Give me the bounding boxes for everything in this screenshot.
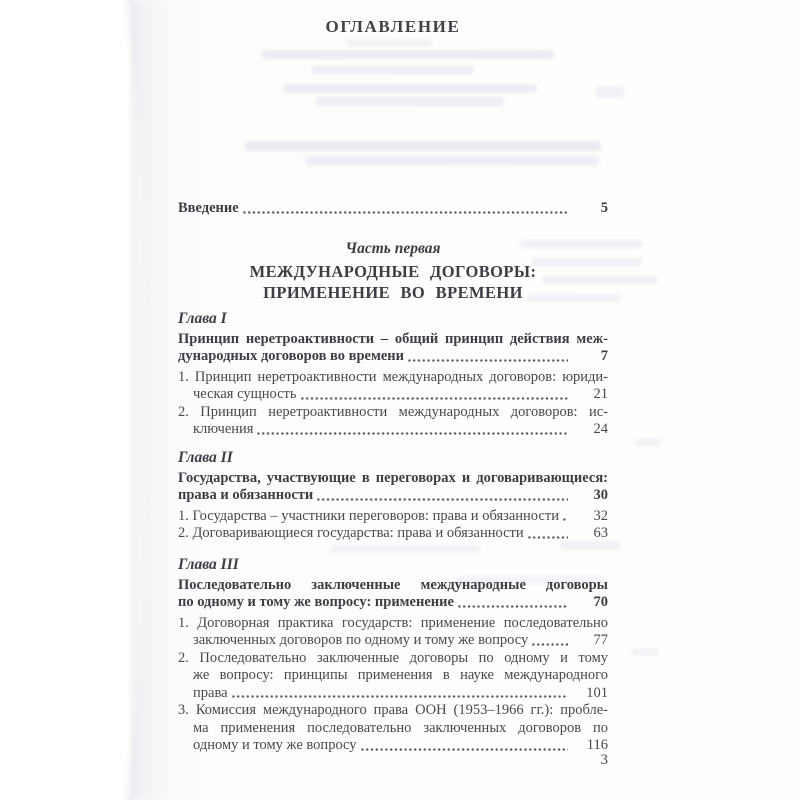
toc-title: ОГЛАВЛЕНИЕ <box>325 17 461 36</box>
dot-leader <box>407 358 568 363</box>
page-number: 30 <box>593 487 608 503</box>
toc-entry-text: одному и тому же вопросу <box>193 737 357 753</box>
toc-entry-line: 2. Последовательно заключенные договоры по одному и тому <box>178 649 608 666</box>
dot-leader <box>231 694 568 699</box>
part-title-line1: МЕЖДУНАРОДНЫЕ ДОГОВОРЫ: <box>249 261 537 281</box>
dot-leader <box>300 396 569 401</box>
chapter-label-2: Глава II <box>178 448 233 466</box>
toc-entry-text: права и обязанности <box>178 487 314 503</box>
page-number: 116 <box>586 737 608 753</box>
part-kicker: Часть первая <box>345 239 441 257</box>
toc-entry-ch3-item3 <box>178 702 608 755</box>
part-title <box>178 261 608 303</box>
dot-leader <box>256 431 568 436</box>
dot-leader <box>527 535 568 540</box>
toc-entry-lastline <box>178 525 608 543</box>
toc-entry-line: 2. Принцип неретроактивности международных договоров: ис- <box>178 403 608 420</box>
toc-entry-text: 1. Государства – участники переговоров: права и обязанности <box>178 507 559 524</box>
dot-leader <box>316 497 568 502</box>
page-number: 21 <box>593 386 608 402</box>
toc-entry-ch3-heading <box>178 577 608 612</box>
toc-entry-lastline <box>178 421 608 439</box>
toc-entry-ch2-item2 <box>178 525 608 543</box>
dot-leader <box>242 210 568 215</box>
toc-entry-line: 1. Договорная практика государств: применение последовательно <box>178 614 608 631</box>
toc-entry-ch2-item1 <box>178 508 608 526</box>
dot-leader <box>562 517 568 522</box>
toc-entry-line: 1. Принцип неретроактивности международных договоров: юриди- <box>178 368 608 385</box>
part-title-line2: ПРИМЕНЕНИЕ ВО ВРЕМЕНИ <box>263 282 523 302</box>
toc-entry-text: права <box>193 684 228 701</box>
toc-entry-text: заключенных договоров по одному и тому же вопросу <box>193 632 529 648</box>
page-number: 24 <box>593 421 608 437</box>
toc-entry-ch1-heading <box>178 331 608 366</box>
bleed-through-line <box>636 438 662 446</box>
page-edge-curve <box>0 0 148 800</box>
folio-page-number: 3 <box>600 752 608 768</box>
toc-entry-line: Принцип неретроактивности – общий принцип действия меж- <box>178 330 608 347</box>
page-edge-shadow <box>130 0 176 800</box>
toc-entry-line: же вопросу: принципы применения в науке международного <box>193 667 608 683</box>
toc-entry-line: ма применения последовательно заключенных договоров по <box>193 719 608 736</box>
toc-entry-lastline <box>178 508 608 526</box>
toc-entry-ch3-item2 <box>178 650 608 703</box>
toc-content <box>178 0 608 755</box>
page-number: 101 <box>586 684 608 701</box>
toc-entry-lastline <box>178 386 608 404</box>
toc-entry-line: Государства, участвующие в переговорах и договаривающиеся: <box>178 469 608 486</box>
book-page <box>96 0 800 800</box>
toc-entry-text: по одному и тому же вопросу: применение <box>178 594 454 610</box>
toc-entry-line: 3. Комиссия международного права ООН (1953–1966 гг.): пробле- <box>178 702 608 718</box>
toc-entry-ch1-item1 <box>178 369 608 404</box>
toc-entry-text: Введение <box>178 200 239 216</box>
dot-leader <box>531 642 568 647</box>
toc-entry-text: 2. Договаривающиеся государства: права и обязанности <box>178 525 524 541</box>
page-number: 63 <box>593 525 608 541</box>
bleed-through-line <box>631 648 659 656</box>
page-number: 77 <box>593 632 608 648</box>
page-number: 7 <box>600 348 608 364</box>
toc-entry-text: ческая сущность <box>193 386 297 402</box>
toc-entry-text: ключения <box>193 421 254 437</box>
toc-entry-text: дународных договоров во времени <box>178 348 405 364</box>
toc-entry-lastline <box>178 685 608 703</box>
page-number: 70 <box>593 594 608 610</box>
toc-entry-lastline <box>178 487 608 505</box>
dot-leader <box>360 747 568 752</box>
toc-entry-lastline <box>178 594 608 612</box>
page-number: 32 <box>593 507 608 524</box>
toc-entry-ch2-heading <box>178 470 608 505</box>
toc-entry-introduction <box>178 200 608 218</box>
toc-entry-ch1-item2 <box>178 404 608 439</box>
toc-entry-lastline <box>178 200 608 218</box>
dot-leader <box>457 604 568 609</box>
toc-entry-line: Последовательно заключенные международные договоры <box>178 576 608 593</box>
chapter-label-3: Глава III <box>178 555 239 573</box>
chapter-label-1: Глава I <box>178 309 227 327</box>
toc-entry-lastline <box>178 632 608 650</box>
toc-entry-lastline <box>178 348 608 366</box>
toc-entry-ch3-item1 <box>178 615 608 650</box>
page-number: 5 <box>600 200 608 216</box>
